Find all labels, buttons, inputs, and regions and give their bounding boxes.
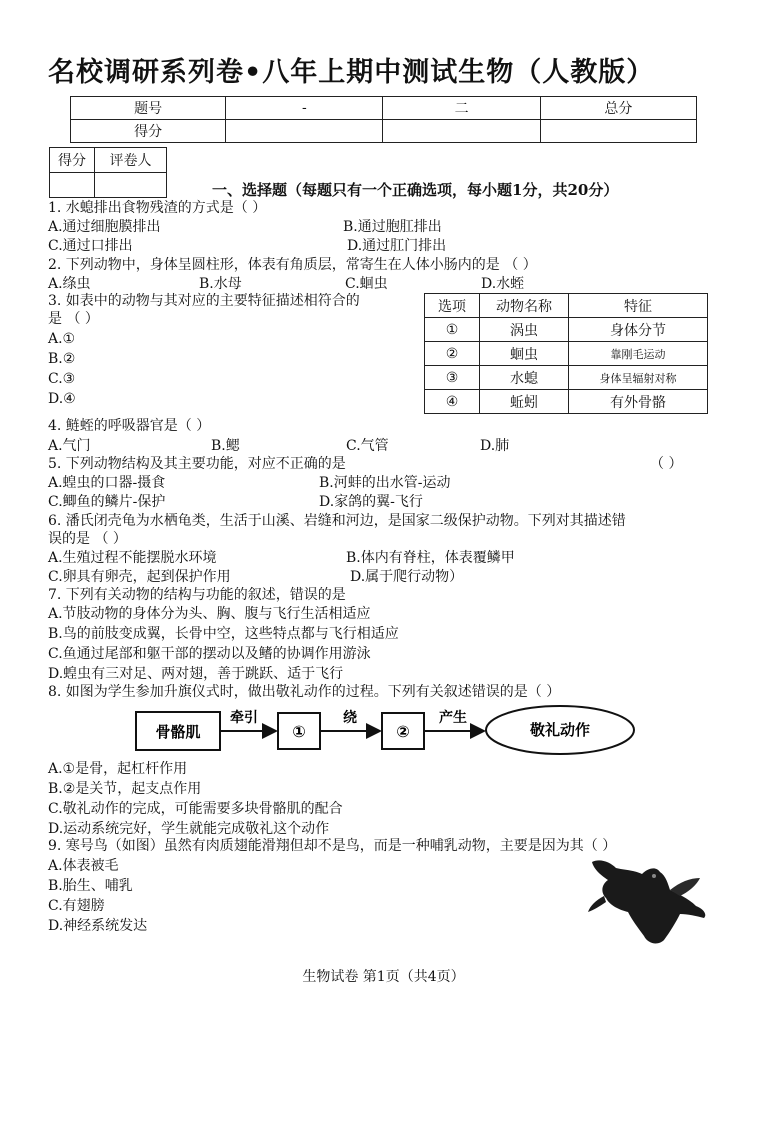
q2-option-a: A.绦虫 — [48, 276, 91, 292]
q9-option-b: B.胎生、哺乳 — [48, 878, 133, 894]
question-7-stem: 7. 下列有关动物的结构与功能的叙述，错误的是 — [48, 587, 346, 603]
q9-option-d: D.神经系统发达 — [48, 918, 148, 934]
score-cell — [226, 120, 383, 143]
score-row-label: 得分 — [71, 120, 226, 143]
question-5-stem: 5. 下列动物结构及其主要功能，对应不正确的是 — [48, 456, 346, 472]
q3-table-cell: 身体分节 — [569, 318, 708, 342]
question-5-answer-paren: （ ） — [650, 456, 683, 472]
diagram-arrow-2-label: 绕 — [343, 710, 357, 726]
q3-table-header: 特征 — [569, 294, 708, 318]
question-3-stem-line1: 3. 如表中的动物与其对应的主要特征描述相符合的 — [48, 293, 360, 309]
q8-option-a: A.①是骨，起杠杆作用 — [48, 761, 188, 777]
question-9-stem: 9. 寒号鸟（如图）虽然有肉质翅能滑翔但却不是鸟，而是一种哺乳动物，主要是因为其（ ） — [48, 838, 617, 854]
q3-table-header: 选项 — [425, 294, 480, 318]
q7-option-c: C.鱼通过尾部和躯干部的摆动以及鳍的协调作用游泳 — [48, 646, 371, 662]
grader-score-label: 得分 — [50, 148, 95, 173]
score-table-header: 总分 — [540, 97, 696, 120]
q3-option-d: D.④ — [48, 391, 76, 407]
q4-option-d: D.肺 — [480, 438, 510, 454]
grader-table — [49, 147, 167, 198]
score-table — [70, 96, 697, 143]
q9-option-c: C.有翅膀 — [48, 898, 105, 914]
q5-option-c: C.鲫鱼的鳞片-保护 — [48, 494, 166, 510]
q3-table-cell: 靠刚毛运动 — [569, 342, 708, 366]
diagram-box-1-label: ① — [292, 722, 306, 741]
q3-option-b: B.② — [48, 351, 76, 367]
flying-squirrel-image — [584, 856, 712, 948]
q4-option-c: C.气管 — [346, 438, 389, 454]
grader-name-cell — [95, 173, 167, 198]
q3-option-a: A.① — [48, 331, 76, 347]
section-heading: 一、选择题（每题只有一个正确选项，每小题1分，共20分） — [212, 181, 619, 199]
question-2-stem: 2. 下列动物中，身体呈圆柱形，体表有角质层，常寄生在人体小肠内的是 （ ） — [48, 257, 537, 273]
q2-option-b: B.水母 — [199, 276, 242, 292]
diagram-arrow-1-label: 牵引 — [230, 710, 258, 726]
q2-option-c: C.蛔虫 — [345, 276, 388, 292]
q7-option-b: B.鸟的前肢变成翼，长骨中空，这些特点都与飞行相适应 — [48, 626, 399, 642]
q1-option-c: C.通过口排出 — [48, 238, 133, 254]
movement-flow-diagram — [130, 702, 640, 758]
score-table-header: 二 — [383, 97, 540, 120]
q6-option-c: C.卵具有卵壳，起到保护作用 — [48, 569, 231, 585]
score-table-header: 题号 — [71, 97, 226, 120]
q3-table-cell: 水螅 — [480, 366, 569, 390]
q3-table-cell: ① — [425, 318, 480, 342]
diagram-box-2-label: ② — [396, 722, 410, 741]
q1-option-a: A.通过细胞膜排出 — [48, 219, 161, 235]
q3-option-c: C.③ — [48, 371, 76, 387]
q1-option-d: D.通过肛门排出 — [347, 238, 447, 254]
q3-table-cell: ② — [425, 342, 480, 366]
exam-title: 名校调研系列卷•八年上期中测试生物（人教版） — [48, 57, 655, 88]
q3-table-cell: 身体呈辐射对称 — [569, 366, 708, 390]
grader-score-cell — [50, 173, 95, 198]
q3-table-cell: 有外骨骼 — [569, 390, 708, 414]
diagram-box-muscle-label: 骨骼肌 — [155, 723, 201, 741]
score-table-header: - — [226, 97, 383, 120]
q7-option-a: A.节肢动物的身体分为头、胸、腹与飞行生活相适应 — [48, 606, 371, 622]
q6-option-a: A.生殖过程不能摆脱水环境 — [48, 550, 217, 566]
q3-table-cell: 蛔虫 — [480, 342, 569, 366]
q3-animal-table — [424, 293, 708, 414]
q3-table-cell: 涡虫 — [480, 318, 569, 342]
q3-table-cell: ④ — [425, 390, 480, 414]
q8-option-c: C.敬礼动作的完成，可能需要多块骨骼肌的配合 — [48, 801, 343, 817]
question-6-stem-line1: 6. 潘氏闭壳龟为水栖龟类，生活于山溪、岩缝和河边，是国家二级保护动物。下列对其描述错 — [48, 513, 626, 529]
question-8-stem: 8. 如图为学生参加升旗仪式时，做出敬礼动作的过程。下列有关叙述错误的是（ ） — [48, 684, 561, 700]
q3-table-cell: ③ — [425, 366, 480, 390]
q5-option-a: A.蝗虫的口器-摄食 — [48, 475, 166, 491]
q8-option-d: D.运动系统完好，学生就能完成敬礼这个动作 — [48, 821, 330, 837]
question-6-stem-line2: 误的是 （ ） — [48, 531, 127, 547]
diagram-arrow-3-label: 产生 — [439, 710, 467, 726]
question-4-stem: 4. 鲢蛭的呼吸器官是（ ） — [48, 418, 211, 434]
q2-option-d: D.水蛭 — [481, 276, 525, 292]
score-cell — [540, 120, 696, 143]
q4-option-a: A.气门 — [48, 438, 91, 454]
q5-option-d: D.家鸽的翼-飞行 — [319, 494, 423, 510]
q6-option-b: B.体内有脊柱，体表覆鳞甲 — [346, 550, 515, 566]
page-footer: 生物试卷 第1页（共4页） — [302, 969, 465, 985]
q3-table-cell: 蚯蚓 — [480, 390, 569, 414]
q7-option-d: D.蝗虫有三对足、两对翅，善于跳跃、适于飞行 — [48, 666, 344, 682]
diagram-oval-label: 敬礼动作 — [529, 721, 591, 739]
q3-table-header: 动物名称 — [480, 294, 569, 318]
q4-option-b: B.鳃 — [211, 438, 240, 454]
grader-label: 评卷人 — [95, 148, 167, 173]
question-1-stem: 1. 水螅排出食物残渣的方式是（ ） — [48, 200, 267, 216]
score-cell — [383, 120, 540, 143]
question-3-stem-line2: 是 （ ） — [48, 311, 99, 327]
q1-option-b: B.通过胞肛排出 — [343, 219, 442, 235]
q5-option-b: B.河蚌的出水管-运动 — [319, 475, 451, 491]
q8-option-b: B.②是关节，起支点作用 — [48, 781, 202, 797]
q9-option-a: A.体表被毛 — [48, 858, 119, 874]
q6-option-d: D.属于爬行动物） — [350, 569, 464, 585]
